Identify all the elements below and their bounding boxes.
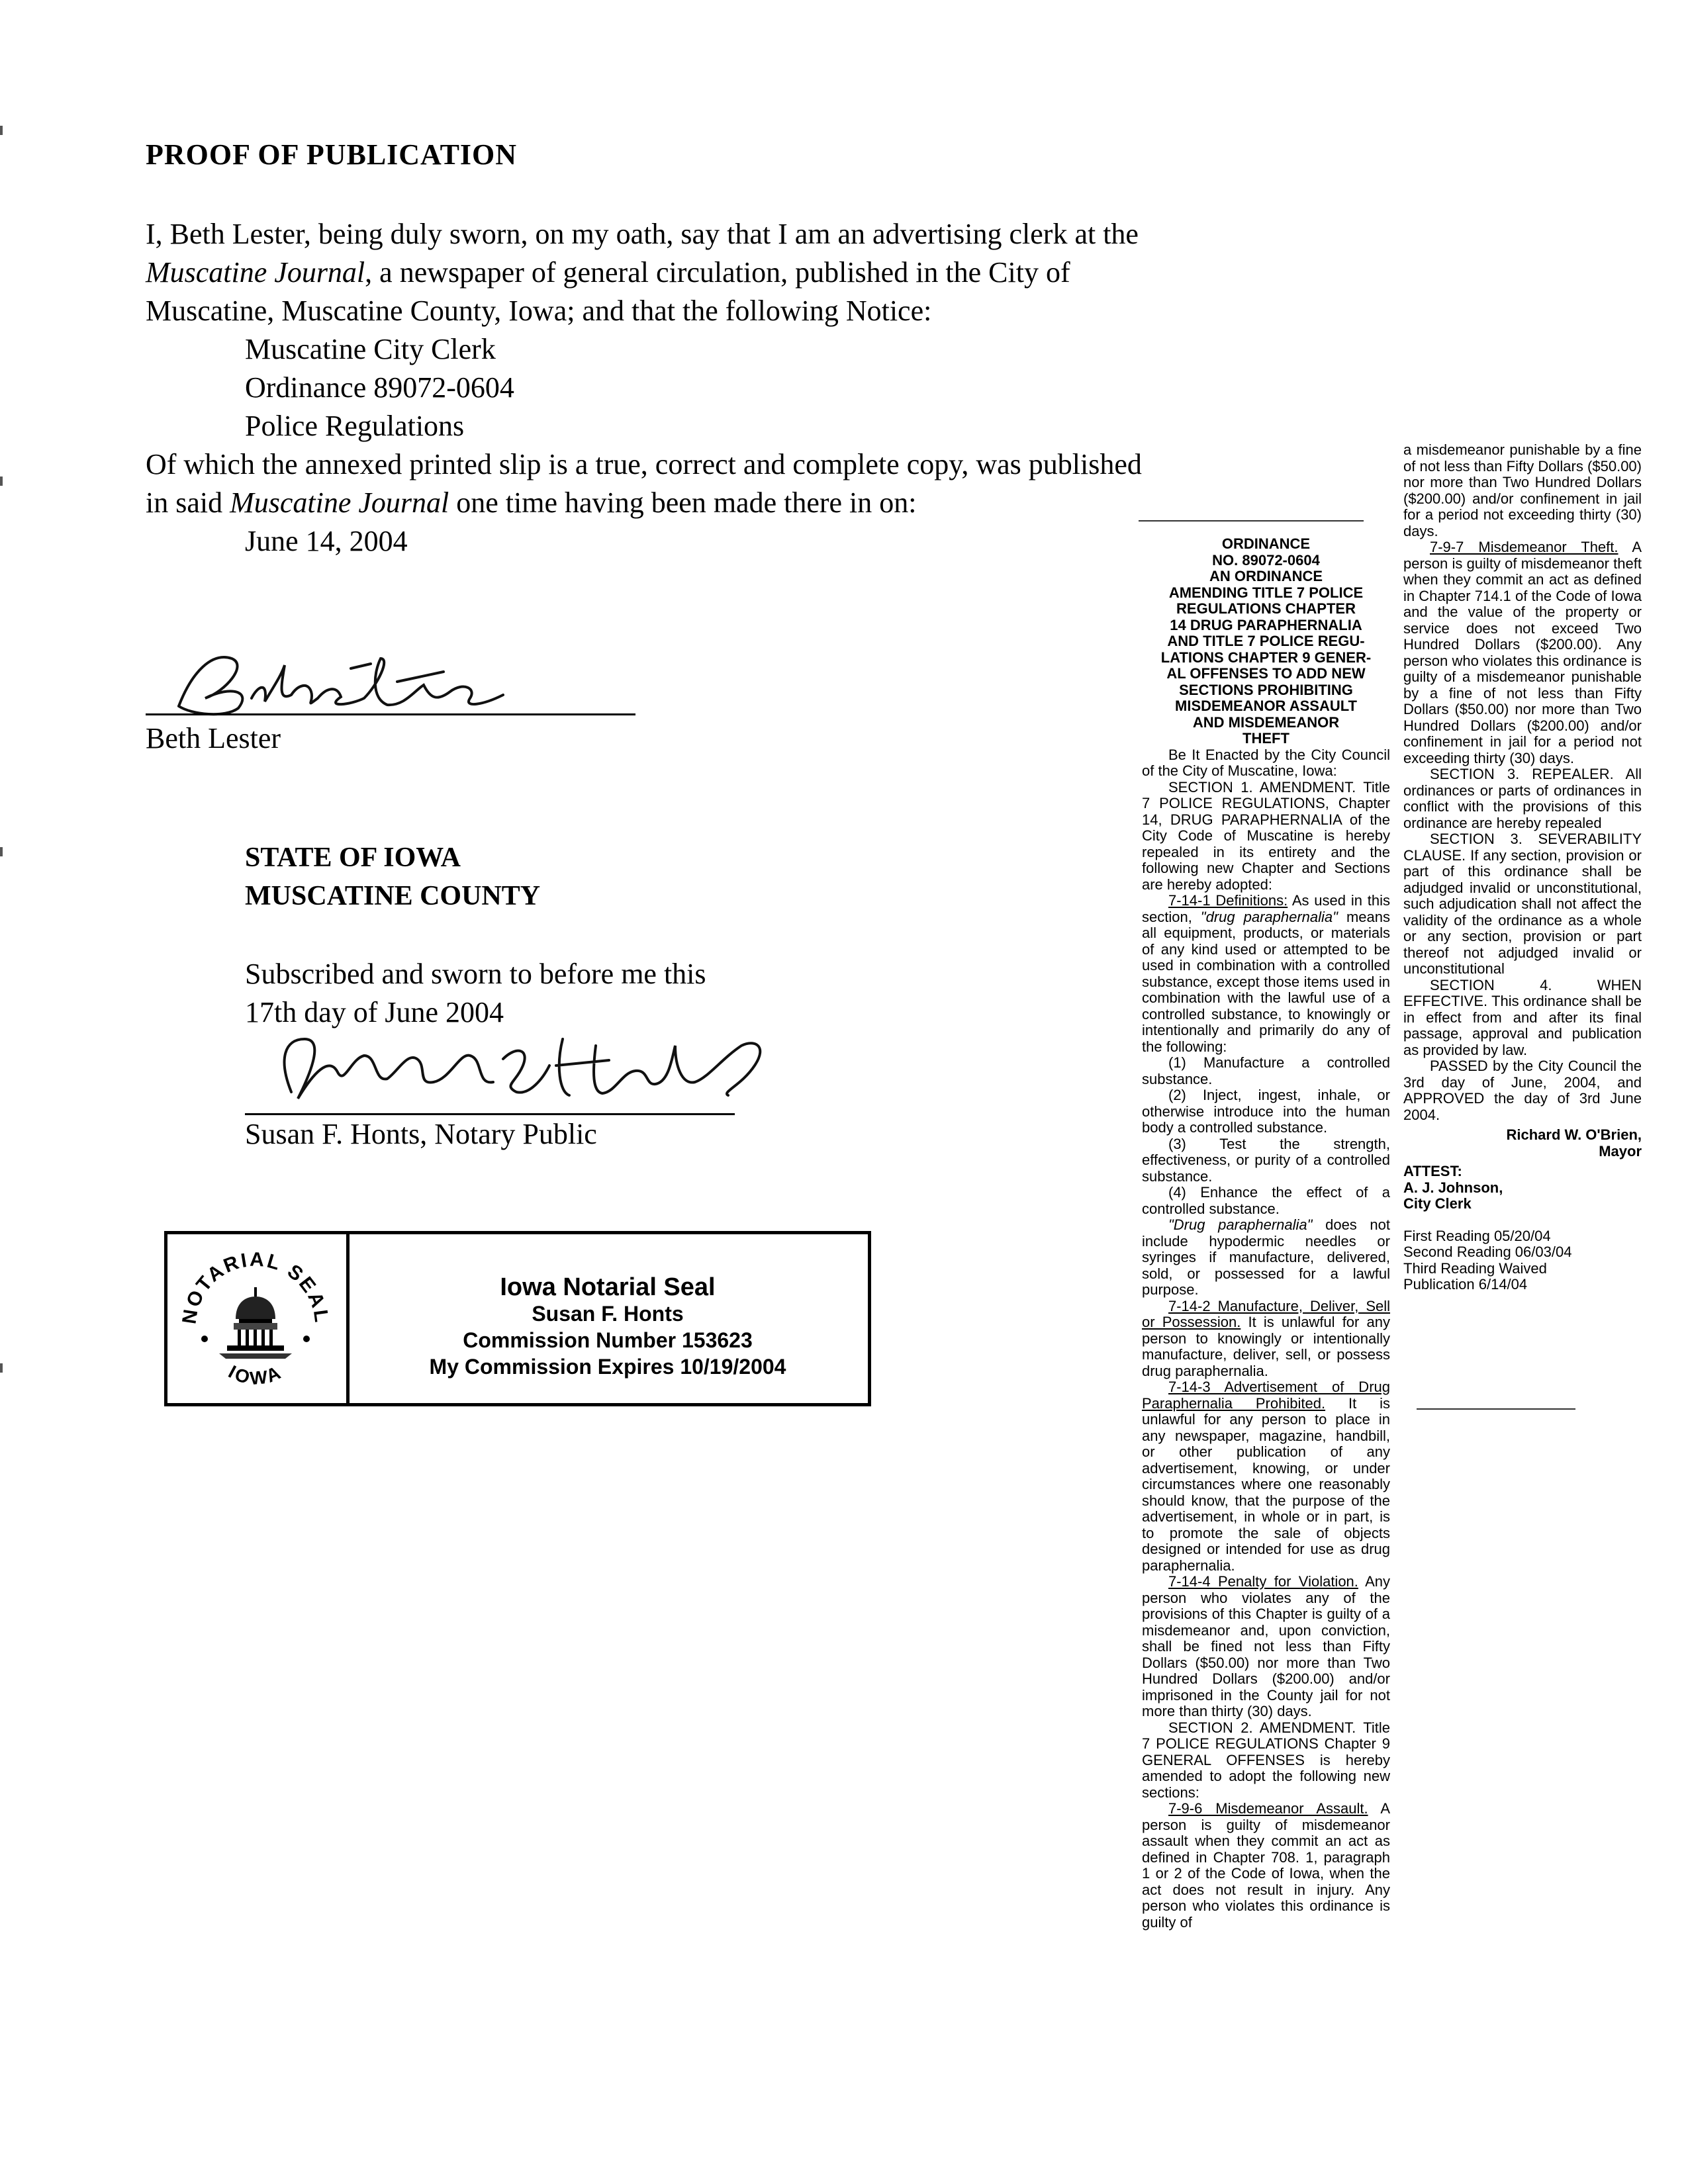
assault-penalty-continued: a misdemeanor punishable by a fine of not less than Fifty Dollars ($50.00) nor more than Two Hundred Dollars ($200.00) and/or confinement in jail for a period not exceeding thirty (30) days. — [1403, 441, 1642, 539]
ordinance-heading-line: NO. 89072-0604 — [1212, 551, 1320, 569]
clerk-name: Beth Lester — [146, 722, 281, 754]
advertisement-text: It is unlawful for any person to place in any newspaper, magazine, handbill, or other publication of any advertisement, knowing, or under circumstances where one reasonably should know, that the purpose of the advertisement, in whole or in part, is to promote the sale of objects designed or intended for use as drug paraphernalia. — [1142, 1394, 1390, 1574]
paraphernalia-exception-text: does not include hypodermic needles or syringes if manufacture, delivered, sold, or possessed for a lawful purpose. — [1142, 1216, 1390, 1298]
newspaper-name: Muscatine Journal — [146, 256, 365, 289]
definition-item: (4) Enhance the effect of a controlled substance. — [1142, 1184, 1390, 1217]
ordinance-heading-line: MISDEMEANOR ASSAULT — [1175, 698, 1357, 714]
assault-section — [1142, 1801, 1390, 1931]
section-3-severability: SECTION 3. SEVERABILITY CLAUSE. If any section, provision or part of this ordinance shall be adjudged invalid or unconstitutional, such adjudication shall not affect the validity of the ordinance as a whole or any section, provision or part thereof not adjudged invalid or unconstitutional — [1403, 831, 1642, 977]
clipping-column-2 — [1403, 442, 1642, 1293]
section-4: SECTION 4. WHEN EFFECTIVE. This ordinance shall be in effect from and after its final passage, approval and publication as provided by law. — [1403, 976, 1642, 1058]
affidavit-line-8 — [146, 486, 917, 520]
seal-divider — [346, 1234, 350, 1403]
clipping-column-1 — [1142, 536, 1390, 1931]
svg-text:IOWA: IOWA — [225, 1361, 286, 1389]
penalty-section — [1142, 1574, 1390, 1720]
notary-name: Susan F. Honts, Notary Public — [245, 1118, 597, 1150]
scan-edge-mark — [0, 477, 3, 486]
definition-item: (2) Inject, ingest, inhale, or otherwise introduce into the human body a controlled substance. — [1142, 1087, 1390, 1136]
theft-text: A person is guilty of misdemeanor theft when they commit an act as defined in Chapter 714.1 of the Code of Iowa and the value of the property or service does not exceed Two Hundred Dollars ($200.00). Any person who violates this ordinance is guilty of a misdemeanor punishable by a fine of not less than Fifty Dollars ($50.00) nor more than Two Hundred Dollars ($200.00) and/or confinement in jail for a period not exceeding thirty (30) days. — [1403, 539, 1642, 766]
ordinance-heading-line: AMENDING TITLE 7 POLICE — [1168, 584, 1364, 601]
affidavit-line-2: Muscatine Journal, a newspaper of general circulation, published in the City of — [146, 256, 1070, 289]
reading-line: Second Reading 06/03/04 — [1403, 1244, 1572, 1260]
ordinance-heading-line: AN ORDINANCE — [1209, 568, 1323, 584]
clerk-signature-line — [146, 713, 635, 715]
advertisement-section — [1142, 1379, 1390, 1574]
newspaper-name-2: Muscatine Journal — [230, 486, 449, 519]
notarial-seal-emblem — [173, 1240, 338, 1398]
theft-heading: 7-9-7 Misdemeanor Theft. — [1430, 539, 1618, 555]
paraphernalia-exception — [1142, 1217, 1390, 1298]
definitions-heading: 7-14-1 Definitions: — [1168, 892, 1288, 909]
mayor-title: Mayor — [1599, 1142, 1642, 1160]
publication-date: June 14, 2004 — [245, 525, 408, 557]
manufacture-heading: 7-14-2 Manufacture, Deliver, Sell or Possession. — [1142, 1297, 1390, 1330]
definition-item: (3) Test the strength, effectiveness, or purity of a controlled substance. — [1142, 1135, 1390, 1185]
reading-line: Third Reading Waived — [1403, 1259, 1547, 1277]
affidavit-line-2-text: a newspaper of general circulation, published in the City of — [379, 256, 1070, 289]
ordinance-heading-line: ORDINANCE — [1221, 535, 1311, 552]
reading-line: First Reading 05/20/04 — [1403, 1227, 1551, 1244]
scan-edge-mark — [0, 847, 3, 856]
passed-clause: PASSED by the City Council the 3rd day of June, 2004, and APPROVED the day of 3rd June 2004. — [1403, 1058, 1642, 1123]
clipping-bottom-rule — [1417, 1408, 1575, 1410]
notary-signature-line — [245, 1113, 735, 1115]
ordinance-heading-line: SECTIONS PROHIBITING — [1179, 681, 1353, 698]
manufacture-text: It is unlawful for any person to knowingly or intentionally manufacture, deliver, sell, or possess drug paraphernalia. — [1142, 1314, 1390, 1379]
affidavit-line-3: Muscatine, Muscatine County, Iowa; and that the following Notice: — [146, 295, 932, 327]
clipping-top-rule — [1139, 520, 1364, 522]
affidavit-line-8-text: one time having been made there in on: — [456, 486, 917, 519]
assault-heading: 7-9-6 Misdemeanor Assault. — [1168, 1800, 1368, 1817]
manufacture-section — [1142, 1298, 1390, 1380]
definitions-text-b: means all equipment, products, or materials of any kind used or attempted to be used in combination with a controlled substance, except those items used in combination with the lawful use of a controlled substance, to knowingly or intentionally and primarily do any of the following: — [1142, 908, 1390, 1055]
ordinance-heading-line: REGULATIONS CHAPTER — [1176, 600, 1356, 617]
subscribed-line-2: 17th day of June 2004 — [245, 996, 504, 1028]
notary-signature — [265, 1019, 781, 1112]
affidavit-line-1: I, Beth Lester, being duly sworn, on my oath, say that I am an advertising clerk at the — [146, 218, 1139, 250]
section-1: SECTION 1. AMENDMENT. Title 7 POLICE REGULATIONS, Chapter 14, DRUG PARAPHERNALIA of the City Code of Muscatine is hereby repealed in its entirety and the following new Chapter and Sections are hereby adopted: — [1142, 778, 1390, 893]
svg-text:NOTARIAL SEAL: NOTARIAL SEAL — [178, 1248, 333, 1326]
subscribed-line-1: Subscribed and sworn to before me this — [245, 958, 706, 990]
seal-notary-name: Susan F. Honts — [532, 1302, 684, 1326]
seal-text-block — [353, 1274, 863, 1380]
notice-ordinance: Ordinance 89072-0604 — [245, 371, 514, 404]
penalty-text: Any person who violates any of the provisions of this Chapter is guilty of a misdemeanor and, upon conviction, shall be fined not less than Fifty Dollars ($50.00) nor more than Two Hundred Dollars ($200.00) and/or imprisoned in the County jail for not more than thirty (30) days. — [1142, 1573, 1390, 1719]
document-title: PROOF OF PUBLICATION — [146, 138, 518, 171]
notice-clerk: Muscatine City Clerk — [245, 333, 496, 365]
affidavit-line-7: Of which the annexed printed slip is a true, correct and complete copy, was published — [146, 448, 1142, 480]
theft-section — [1403, 539, 1642, 766]
city-clerk-title: City Clerk — [1403, 1195, 1472, 1212]
reading-line: Publication 6/14/04 — [1403, 1276, 1528, 1293]
ordinance-heading-line: AL OFFENSES TO ADD NEW — [1166, 665, 1366, 682]
scan-edge-mark — [0, 1363, 3, 1373]
seal-commission-expiry: My Commission Expires 10/19/2004 — [429, 1355, 786, 1379]
ordinance-heading-line: 14 DRUG PARAPHERNALIA — [1170, 616, 1362, 633]
seal-title: Iowa Notarial Seal — [500, 1273, 716, 1301]
clerk-signature — [152, 645, 523, 725]
ordinance-heading-line: THEFT — [1243, 730, 1289, 747]
city-clerk-name: A. J. Johnson, — [1403, 1179, 1503, 1196]
section-2: SECTION 2. AMENDMENT. Title 7 POLICE REGULATIONS Chapter 9 GENERAL OFFENSES is hereby amended to adopt the following new sections: — [1142, 1719, 1390, 1801]
definitions-paragraph — [1142, 893, 1390, 1055]
attest-label: ATTEST: — [1403, 1163, 1462, 1179]
definition-item: (1) Manufacture a controlled substance. — [1142, 1054, 1390, 1087]
advertisement-heading: 7-14-3 Advertisement of Drug Paraphernalia Prohibited. — [1142, 1379, 1390, 1412]
ordinance-heading-line: AND TITLE 7 POLICE REGU- — [1167, 633, 1365, 649]
scan-edge-mark — [0, 126, 3, 135]
assault-text: A person is guilty of misdemeanor assault when they commit an act as defined in Chapter 708. 1, paragraph 1 or 2 of the Code of Iowa, when the act does not result in injury. Any person who violates this ordinance is guilty of — [1142, 1800, 1390, 1931]
ordinance-heading-line: AND MISDEMEANOR — [1192, 713, 1340, 731]
enactment-clause: Be It Enacted by the City Council of the City of Muscatine, Iowa: — [1142, 746, 1390, 779]
ordinance-heading-line: LATIONS CHAPTER 9 GENER- — [1160, 649, 1372, 666]
notice-subject: Police Regulations — [245, 410, 465, 442]
definitions-text-a: As used in this section, — [1142, 892, 1390, 925]
section-3-repealer: SECTION 3. REPEALER. All ordinances or parts of ordinances in conflict with the provisions of this ordinance are hereby repealed — [1403, 766, 1642, 831]
definitions-term: "drug paraphernalia" — [1200, 908, 1338, 925]
penalty-heading: 7-14-4 Penalty for Violation. — [1168, 1573, 1358, 1590]
in-said-text: in said — [146, 486, 223, 519]
county-name: MUSCATINE COUNTY — [245, 881, 541, 911]
mayor-name: Richard W. O'Brien, — [1506, 1126, 1642, 1143]
seal-commission-number: Commission Number 153623 — [463, 1328, 753, 1352]
paraphernalia-term: "Drug paraphernalia" — [1168, 1216, 1313, 1233]
notarial-seal-box — [164, 1231, 871, 1406]
state-name: STATE OF IOWA — [245, 842, 461, 873]
